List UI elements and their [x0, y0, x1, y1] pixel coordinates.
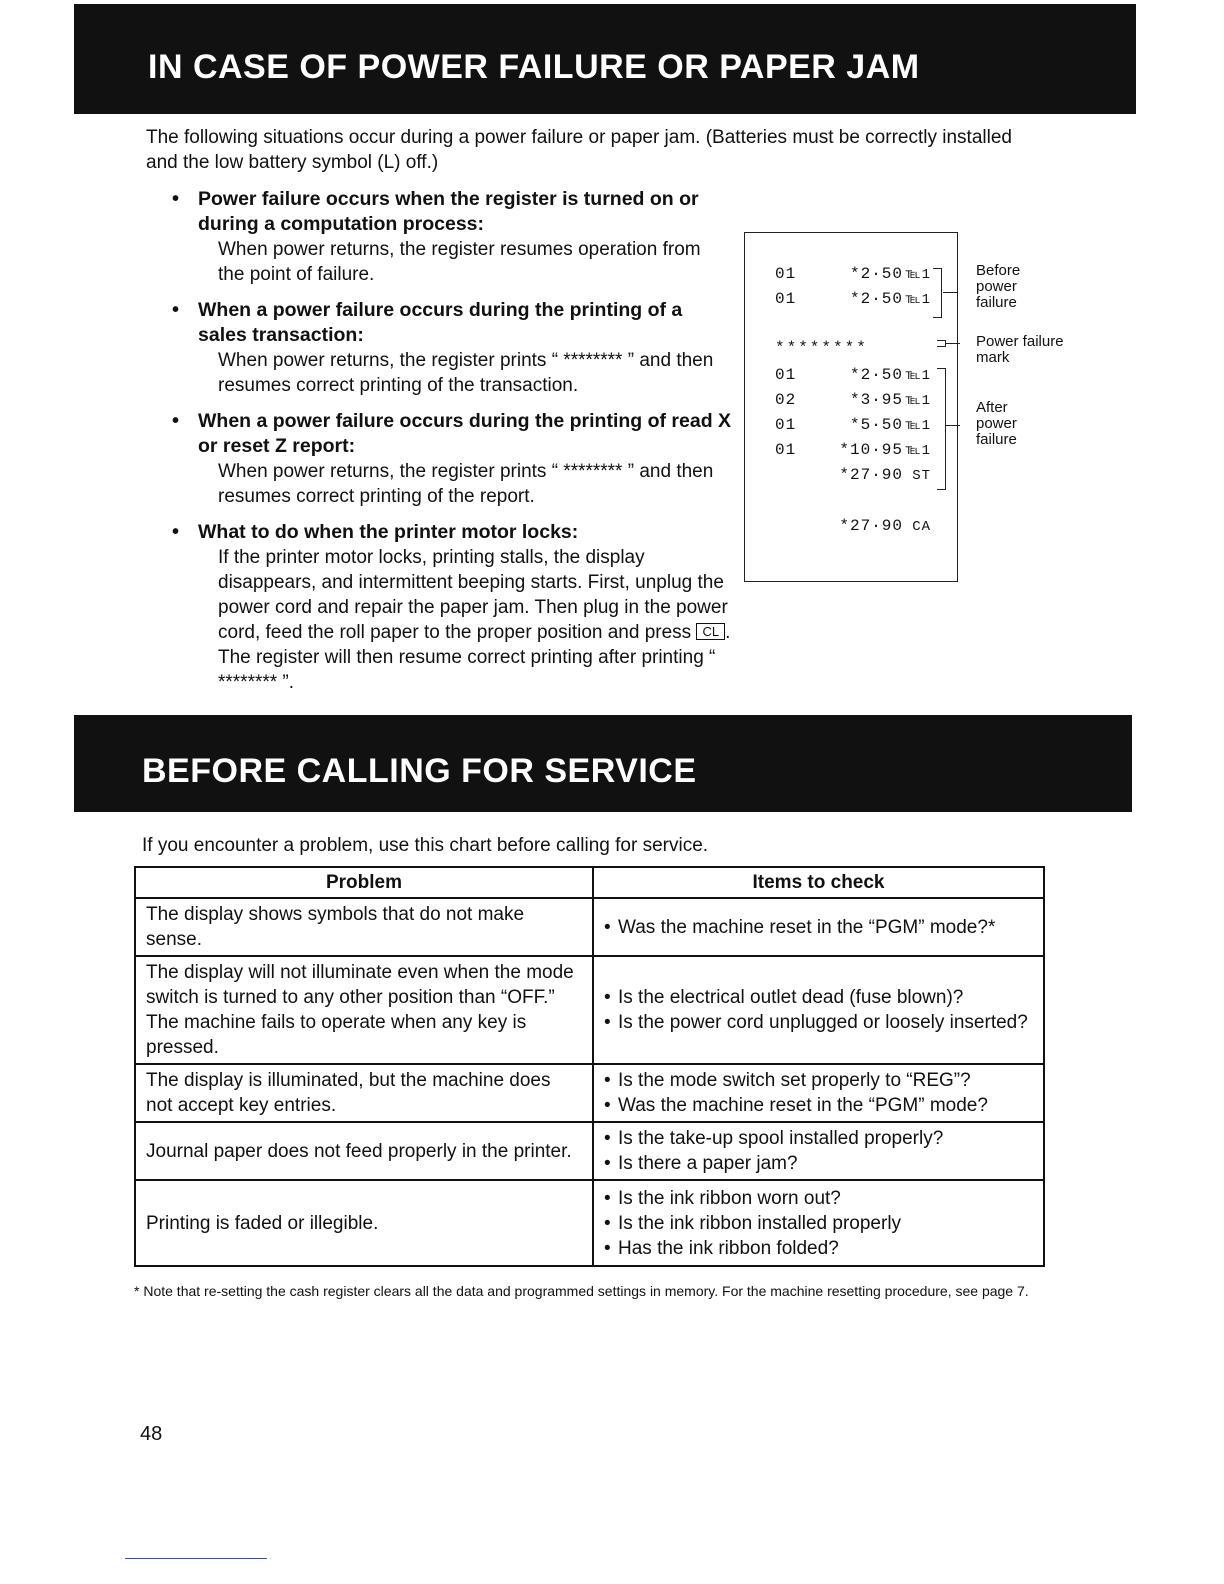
check-item: • Was the machine reset in the “PGM” mode?*	[604, 915, 1033, 940]
section-title: IN CASE OF POWER FAILURE OR PAPER JAM	[148, 48, 920, 86]
list-item-body: When power returns, the register prints “ ******** ” and then resumes correct printing of the transaction.	[218, 350, 714, 396]
col-items-header: Items to check	[593, 867, 1044, 898]
power-failure-list	[172, 187, 732, 706]
intro-paragraph: The following situations occur during a power failure or paper jam. (Batteries must be correctly installed and the low battery symbol (L) off.)	[146, 127, 1012, 173]
leader-line	[946, 425, 960, 426]
receipt-line: 01 *2·50 ℡1	[775, 290, 931, 308]
receipt-line: 01 *2·50 ℡1	[775, 366, 931, 384]
list-item-heading: • When a power failure occurs during the printing of a sales transaction:	[198, 299, 683, 346]
footnote	[134, 1282, 1054, 1301]
section-title: BEFORE CALLING FOR SERVICE	[142, 752, 697, 790]
label-after-power-failure: After power failure	[976, 399, 1017, 448]
leader-line	[946, 343, 960, 344]
footnote-star: *	[134, 1283, 140, 1299]
power-failure-mark: ********	[775, 339, 868, 357]
receipt-line: 02 *3·95 ℡1	[775, 391, 931, 409]
receipt-sample	[744, 232, 958, 582]
problem-cell: The display shows symbols that do not make sense.	[135, 898, 593, 956]
check-item: • Is the power cord unplugged or loosely inserted?	[604, 1010, 1033, 1035]
label-before-power-failure: Before power failure	[976, 262, 1021, 311]
list-item-heading: • What to do when the printer motor locks:	[198, 521, 579, 543]
checks-cell	[593, 1122, 1044, 1180]
problem-cell: Printing is faded or illegible.	[135, 1180, 593, 1266]
footnote-text: Note that re-setting the cash register clears all the data and programmed settings in memory. For the machine resetting procedure, see page 7.	[143, 1283, 1029, 1299]
bracket-before	[933, 268, 942, 318]
problem-cell: Journal paper does not feed properly in the printer.	[135, 1122, 593, 1180]
col-problem-header: Problem	[135, 867, 593, 898]
troubleshooting-table	[134, 866, 1045, 1267]
table-row	[135, 956, 1044, 1064]
check-item: • Was the machine reset in the “PGM” mode?	[604, 1093, 1033, 1118]
checks-cell	[593, 898, 1044, 956]
table-row	[135, 1122, 1044, 1180]
receipt-line: 01 *5·50 ℡1	[775, 416, 931, 434]
list-item-heading: • When a power failure occurs during the printing of read X or reset Z report:	[198, 410, 732, 457]
check-item: • Is there a paper jam?	[604, 1151, 1033, 1176]
list-item	[172, 520, 732, 695]
list-item-heading: • Power failure occurs when the register is turned on or during a computation process:	[198, 188, 699, 235]
problem-cell: The display is illuminated, but the machine does not accept key entries.	[135, 1064, 593, 1122]
receipt-line: 01 *10·95 ℡1	[775, 441, 931, 459]
receipt-line: 01 *2·50 ℡1	[775, 265, 931, 283]
checks-cell	[593, 1180, 1044, 1266]
check-item: • Is the ink ribbon worn out?	[604, 1186, 1033, 1211]
list-item-body: When power returns, the register resumes operation from the point of failure.	[218, 239, 701, 285]
page-number: 48	[140, 1423, 163, 1445]
checks-cell	[593, 956, 1044, 1064]
list-item	[172, 187, 732, 287]
list-item-body	[198, 545, 732, 695]
bracket-mark	[937, 340, 946, 347]
checks-cell	[593, 1064, 1044, 1122]
label-power-failure-mark: Power failure mark	[976, 333, 1064, 366]
check-item: • Is the mode switch set properly to “REG”?	[604, 1068, 1033, 1093]
list-item	[172, 298, 732, 398]
list-item-body: When power returns, the register prints “ ******** ” and then resumes correct printing of the report.	[218, 461, 714, 507]
table-row	[135, 1180, 1044, 1266]
service-intro: If you encounter a problem, use this chart before calling for service.	[142, 835, 709, 856]
table-row	[135, 898, 1044, 956]
leader-line	[943, 292, 957, 293]
table-header-row	[135, 867, 1044, 898]
section-banner-power-failure	[74, 4, 1136, 114]
body-text: . The register will then resume correct printing after printing “ ******** ”.	[218, 622, 731, 693]
check-item: • Is the take-up spool installed properly?	[604, 1126, 1033, 1151]
receipt-line: *27·90 ST	[839, 466, 931, 484]
bracket-after	[937, 368, 946, 490]
check-item: • Is the electrical outlet dead (fuse blown)?	[604, 985, 1033, 1010]
section-banner-service	[74, 715, 1132, 812]
footer-rule	[125, 1558, 267, 1559]
problem-cell: The display will not illuminate even when the mode switch is turned to any other position than “OFF.” The machine fails to operate when any key is pressed.	[135, 956, 593, 1064]
check-item: • Is the ink ribbon installed properly	[604, 1211, 1033, 1236]
list-item	[172, 409, 732, 509]
check-item: • Has the ink ribbon folded?	[604, 1236, 1033, 1261]
receipt-total: *27·90 CA	[839, 517, 931, 535]
cl-key: CL	[696, 623, 725, 640]
body-text: If the printer motor locks, printing stalls, the display disappears, and intermittent beeping starts. First, unplug the power cord and repair the paper jam. Then plug in the power cord, feed the roll paper to the proper position and press	[218, 547, 728, 643]
table-row	[135, 1064, 1044, 1122]
